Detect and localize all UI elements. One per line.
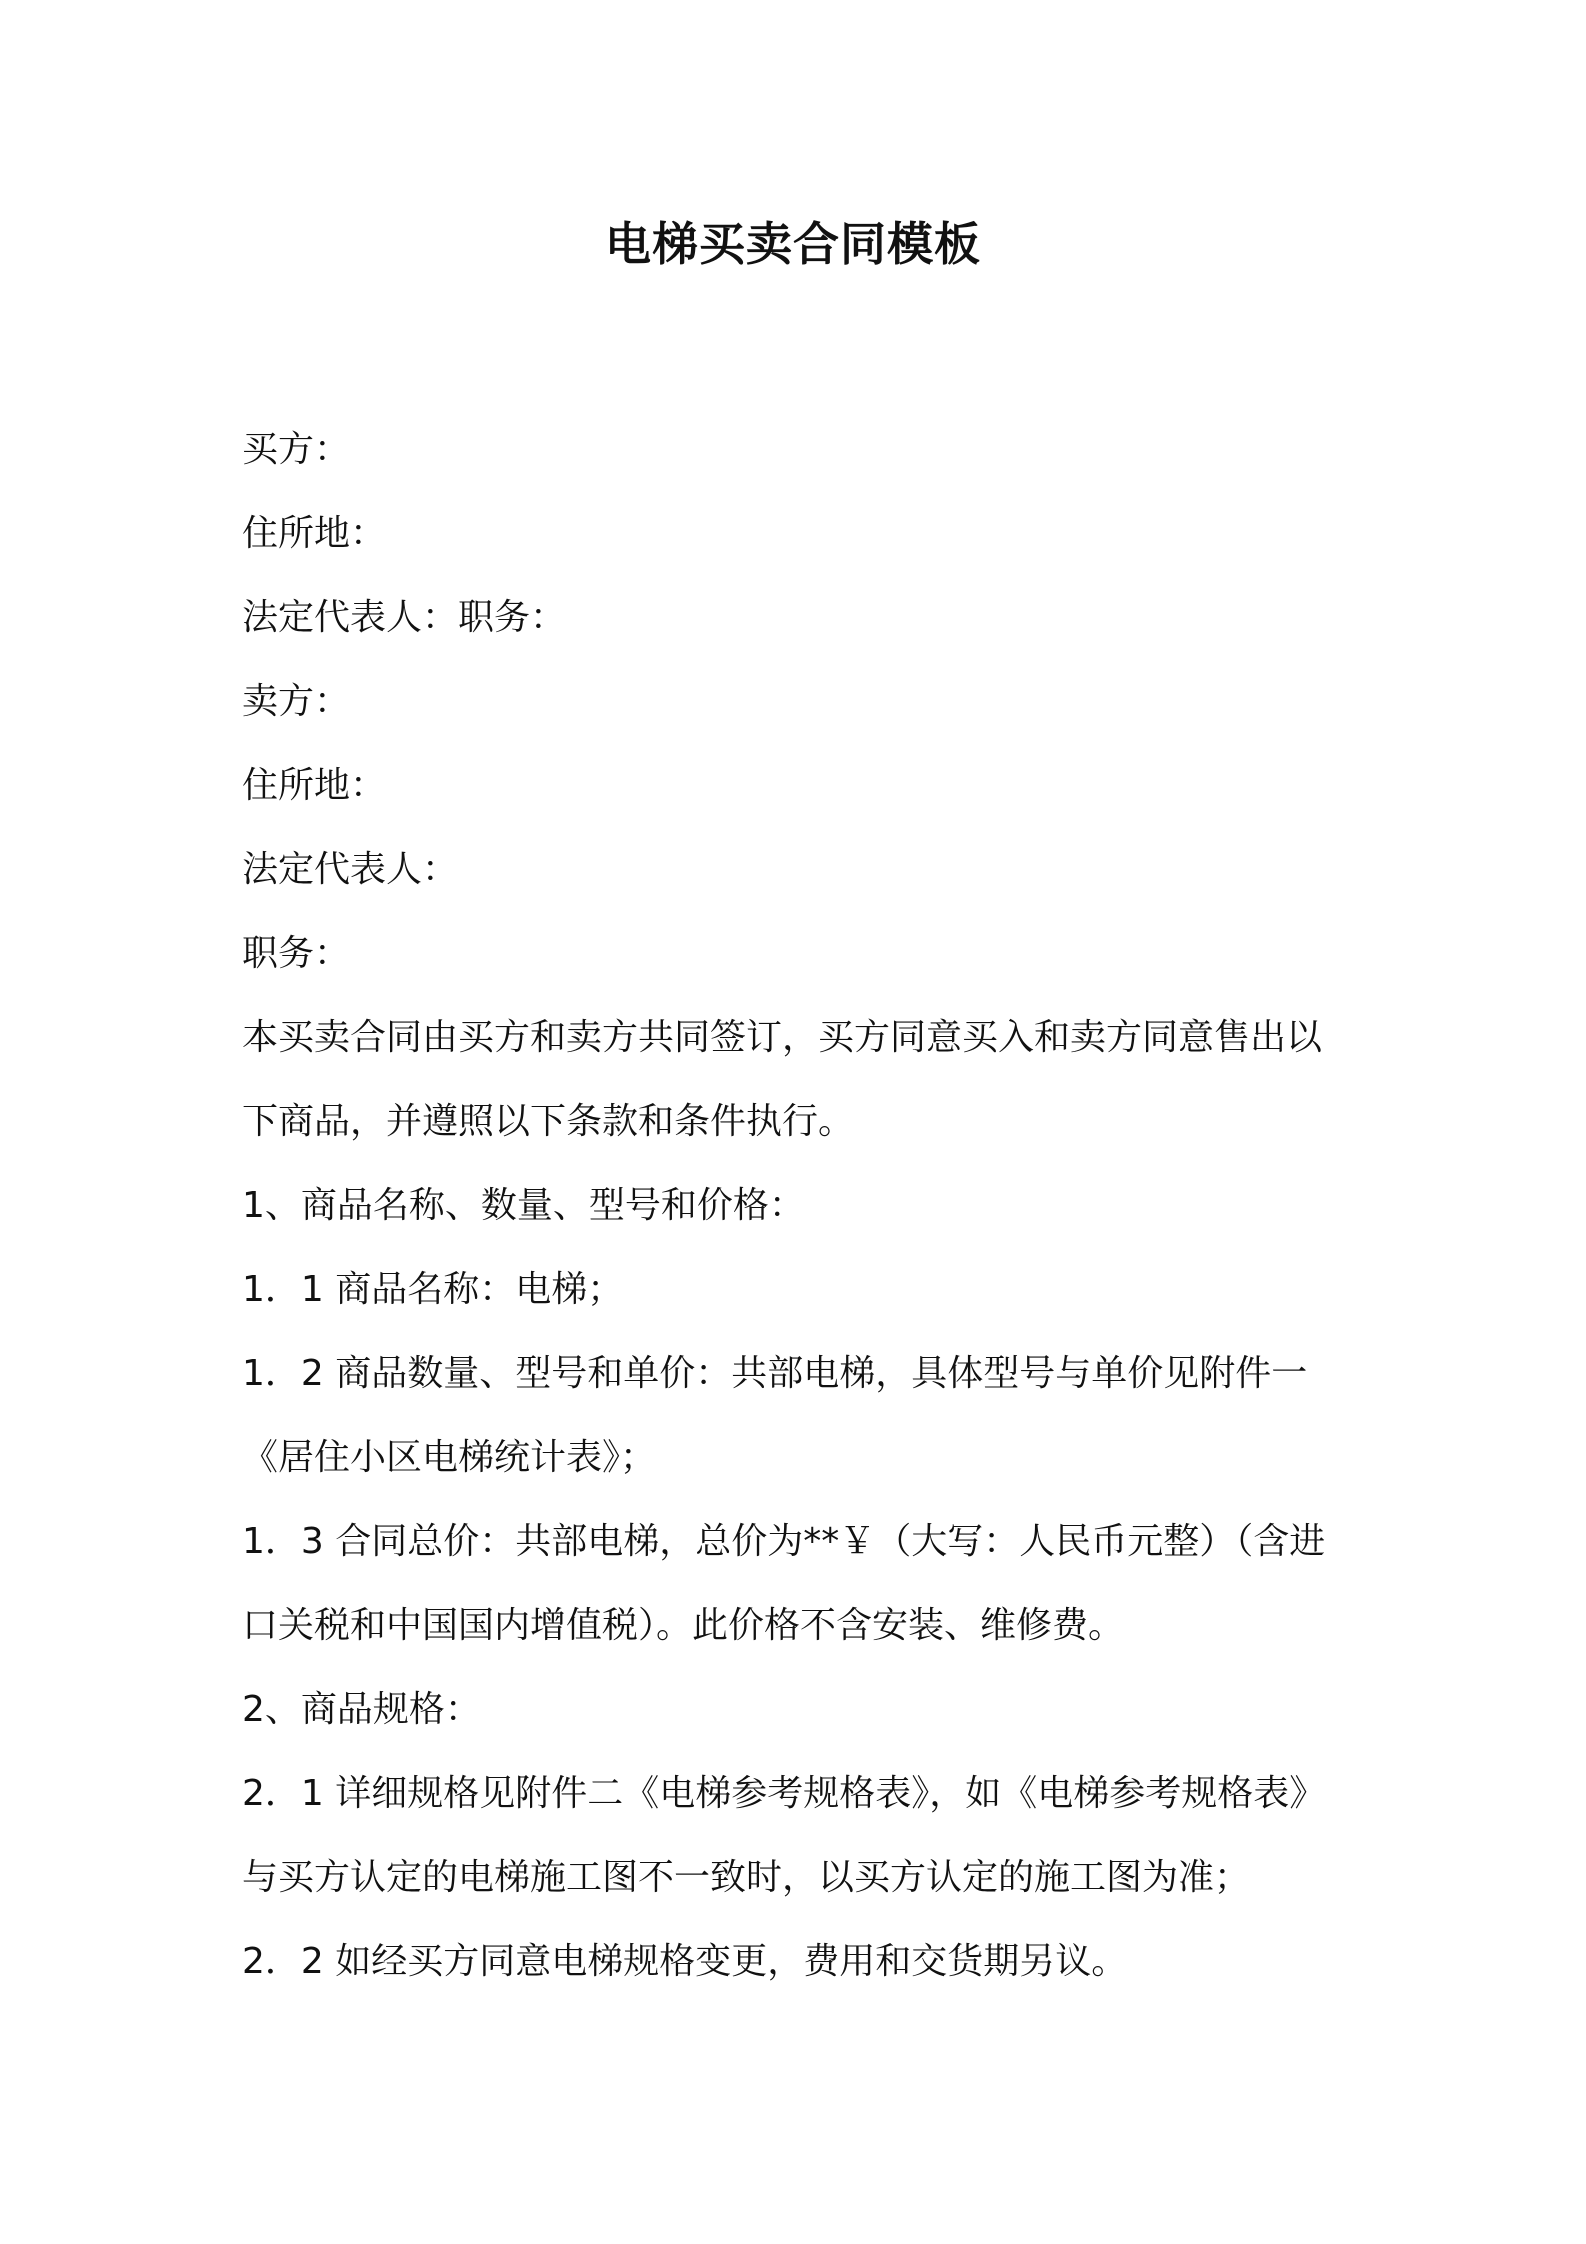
buyer-line: 买方： — [242, 429, 351, 470]
clause-1-3-line-1: 1．3 合同总价：共部电梯，总价为**￥（大写：人民币元整）（含进 — [242, 1521, 1326, 1562]
section-2-heading: 2、商品规格： — [242, 1689, 481, 1730]
document-body — [242, 408, 1362, 2004]
seller-address-line: 住所地： — [242, 765, 387, 806]
clause-2-1-line-1: 2．1 详细规格见附件二《电梯参考规格表》，如《电梯参考规格表》 — [242, 1773, 1326, 1814]
seller-representative-line: 法定代表人： — [242, 849, 459, 890]
clause-2-2: 2．2 如经买方同意电梯规格变更，费用和交货期另议。 — [242, 1941, 1128, 1982]
seller-position-line: 职务： — [242, 933, 351, 974]
clause-2-1-line-2: 与买方认定的电梯施工图不一致时，以买方认定的施工图为准； — [242, 1857, 1251, 1898]
preamble-line-2: 下商品，并遵照以下条款和条件执行。 — [242, 1101, 855, 1142]
seller-line: 卖方： — [242, 681, 351, 722]
clause-1-3-line-2: 口关税和中国国内增值税）。此价格不含安装、维修费。 — [242, 1605, 1125, 1646]
clause-1-1: 1．1 商品名称：电梯； — [242, 1269, 624, 1310]
buyer-address-line: 住所地： — [242, 513, 387, 554]
clause-1-2-line-1: 1．2 商品数量、型号和单价：共部电梯，具体型号与单价见附件一 — [242, 1353, 1308, 1394]
document-title: 电梯买卖合同模板 — [605, 217, 981, 271]
buyer-representative-line: 法定代表人：职务： — [242, 597, 567, 638]
preamble-line-1: 本买卖合同由买方和卖方共同签订，买方同意买入和卖方同意售出以 — [242, 1017, 1323, 1058]
section-1-heading: 1、商品名称、数量、型号和价格： — [242, 1185, 805, 1226]
clause-1-2-line-2: 《居住小区电梯统计表》； — [242, 1437, 657, 1478]
